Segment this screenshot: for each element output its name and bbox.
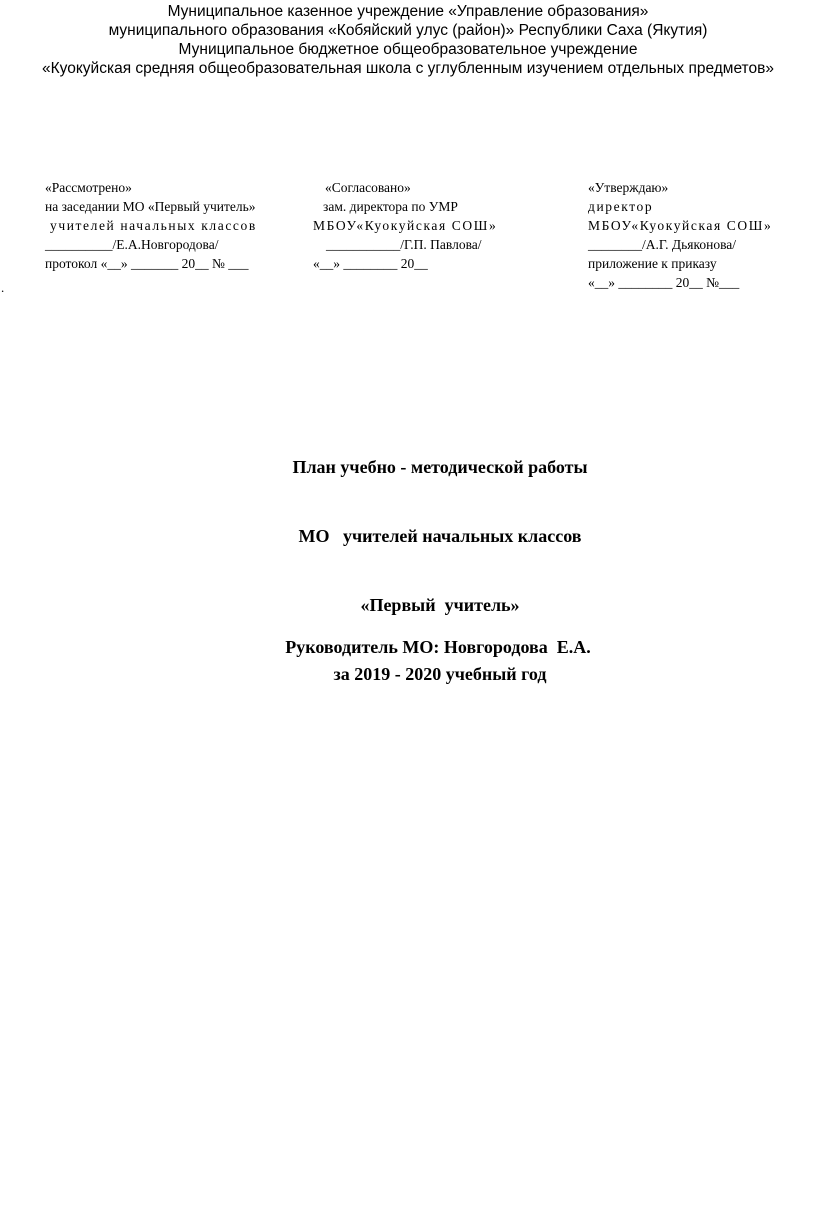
agreed-block	[313, 178, 497, 273]
approved-school-line: МБОУ«Куокуйская СОШ»	[588, 218, 773, 233]
approved-position-line: директор	[588, 199, 654, 214]
reviewed-protocol-line: протокол «__» _______ 20__ № ___	[45, 256, 249, 271]
approved-date-line: «__» ________ 20__ №___	[588, 275, 740, 290]
agreed-position-line: зам. директора по УМР	[323, 199, 458, 214]
approved-heading: «Утверждаю»	[588, 180, 669, 195]
document-title	[0, 410, 816, 709]
agreed-heading: «Согласовано»	[325, 180, 411, 195]
title-line-3: «Первый учитель»	[360, 595, 520, 615]
title-line-4: за 2019 - 2020 учебный год	[333, 664, 547, 684]
title-line-2: МО учителей начальных классов	[298, 526, 582, 546]
reviewed-signature-line: __________/Е.А.Новгородова/	[45, 237, 219, 252]
header-organization-line: Муниципальное казенное учреждение «Управление образования»	[167, 3, 649, 20]
reviewed-heading: «Рассмотрено»	[45, 180, 132, 195]
head-of-mo: Руководитель МО: Новгородова Е.А.	[285, 637, 591, 657]
approved-signature-line: ________/А.Г. Дьяконова/	[588, 237, 737, 252]
agreed-date-line: «__» ________ 20__	[313, 256, 428, 271]
stray-dot: .	[1, 280, 5, 295]
reviewed-meeting-line: на заседании МО «Первый учитель»	[45, 199, 256, 214]
agreed-signature-line: ___________/Г.П. Павлова/	[326, 237, 482, 252]
approved-block	[588, 178, 772, 292]
title-line-1: План учебно - методической работы	[292, 457, 588, 477]
header-institution-type-line: Муниципальное бюджетное общеобразовательное учреждение	[178, 41, 638, 58]
header-school-name-line: «Куокуйская средняя общеобразовательная школа с углубленным изучением отдельных предметов»	[42, 60, 774, 77]
header-municipality-line: муниципального образования «Кобяйский улус (район)» Республики Саха (Якутия)	[108, 22, 708, 39]
reviewed-block	[45, 178, 257, 273]
reviewed-teachers-line: учителей начальных классов	[45, 218, 257, 233]
agreed-school-line: МБОУ«Куокуйская СОШ»	[313, 218, 498, 233]
approved-order-line: приложение к приказу	[588, 256, 717, 271]
